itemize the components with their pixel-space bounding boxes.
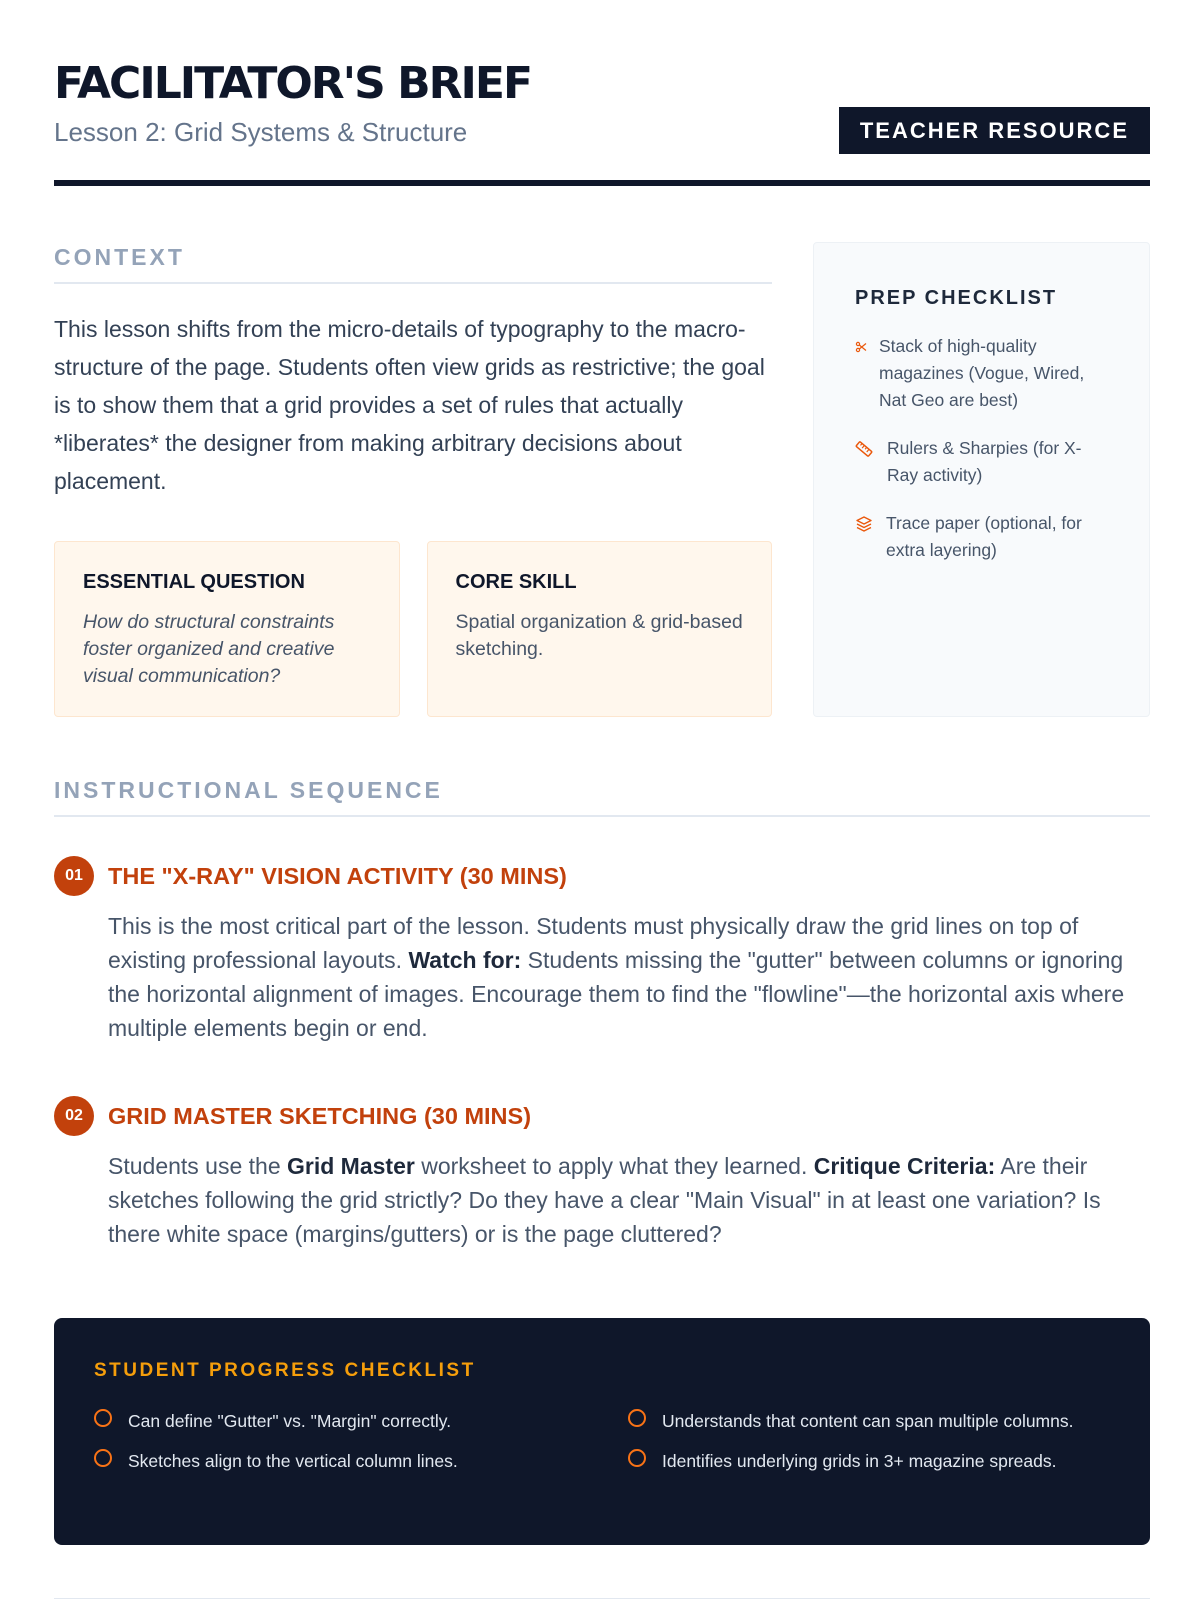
circle-icon <box>628 1449 646 1467</box>
essential-question-text: How do structural constraints foster organized and creative visual communication? <box>83 611 335 687</box>
sequence-heading: INSTRUCTIONAL SEQUENCE <box>54 775 1150 817</box>
core-skill-text: Spatial organization & grid-based sketching. <box>455 611 743 660</box>
progress-checklist-title: STUDENT PROGRESS CHECKLIST <box>94 1360 476 1381</box>
step-title: THE "X-RAY" VISION ACTIVITY (30 MINS) <box>108 863 567 889</box>
essential-question-card <box>54 541 400 717</box>
prep-checklist-title: PREP CHECKLIST <box>855 287 1058 309</box>
lesson-cards <box>54 541 772 717</box>
header-divider <box>54 180 1150 186</box>
context-section <box>54 242 772 500</box>
prep-item-label: Stack of high-quality magazines (Vogue, Wired, Nat Geo are best) <box>879 336 1085 410</box>
list-item <box>855 510 1109 564</box>
footer-divider <box>54 1598 1150 1599</box>
list-item: Sketches align to the vertical column lines. <box>94 1448 628 1475</box>
header <box>54 58 1150 148</box>
essential-question-title: ESSENTIAL QUESTION <box>83 571 305 593</box>
page-subtitle: Lesson 2: Grid Systems & Structure <box>54 117 468 147</box>
progress-column-left <box>94 1408 628 1488</box>
step-title: GRID MASTER SKETCHING (30 MINS) <box>108 1103 532 1129</box>
prep-list <box>855 333 1109 564</box>
list-item <box>855 333 1109 414</box>
sequence-step-1 <box>54 856 1150 1045</box>
step-number: 01 <box>54 856 94 896</box>
context-heading: CONTEXT <box>54 242 772 284</box>
step-body: This is the most critical part of the lesson. Students must physically draw the grid lines on top of existing professional layouts. Watch for: Students missing the "gutter" between columns or ignoring the horizontal alignment of images. Encourage them to find the "flowline"—the horizontal axis where multiple elements begin or end. <box>108 913 1125 1041</box>
step-number: 02 <box>54 1096 94 1136</box>
list-item: Can define "Gutter" vs. "Margin" correctly. <box>94 1408 628 1435</box>
ruler-icon <box>855 435 887 462</box>
prep-checklist <box>813 242 1150 717</box>
teacher-resource-badge: TEACHER RESOURCE <box>839 107 1150 154</box>
student-progress-checklist <box>54 1318 1150 1545</box>
context-body: This lesson shifts from the micro-details of typography to the macro-structure of the page. Students often view grids as restrictive; the goal is to show them that a grid provides a set of rules that actually *liberates* the designer from making arbitrary decisions about placement. <box>54 316 765 494</box>
list-item <box>855 435 1109 489</box>
circle-icon <box>94 1409 112 1427</box>
core-skill-title: CORE SKILL <box>455 571 577 593</box>
page-title: FACILITATOR'S BRIEF <box>54 58 532 109</box>
circle-icon <box>94 1449 112 1467</box>
progress-column-right <box>628 1408 1098 1488</box>
core-skill-card <box>427 541 773 717</box>
instructional-sequence-section <box>54 775 1150 817</box>
prep-item-label: Rulers & Sharpies (for X-Ray activity) <box>887 438 1082 485</box>
step-body: Students use the Grid Master worksheet to apply what they learned. Critique Criteria: Are their sketches following the grid strictly? Do they have a clear "Main Visual" in at least one variation? Is there white space (margins/gutters) or is the page cluttered? <box>108 1153 1101 1247</box>
scissors-icon <box>855 333 879 360</box>
prep-item-label: Trace paper (optional, for extra layering) <box>886 513 1082 560</box>
list-item: Understands that content can span multiple columns. <box>628 1408 1098 1435</box>
circle-icon <box>628 1409 646 1427</box>
sequence-step-2 <box>54 1096 1150 1251</box>
list-item: Identifies underlying grids in 3+ magazine spreads. <box>628 1448 1098 1475</box>
layers-icon <box>855 510 886 537</box>
